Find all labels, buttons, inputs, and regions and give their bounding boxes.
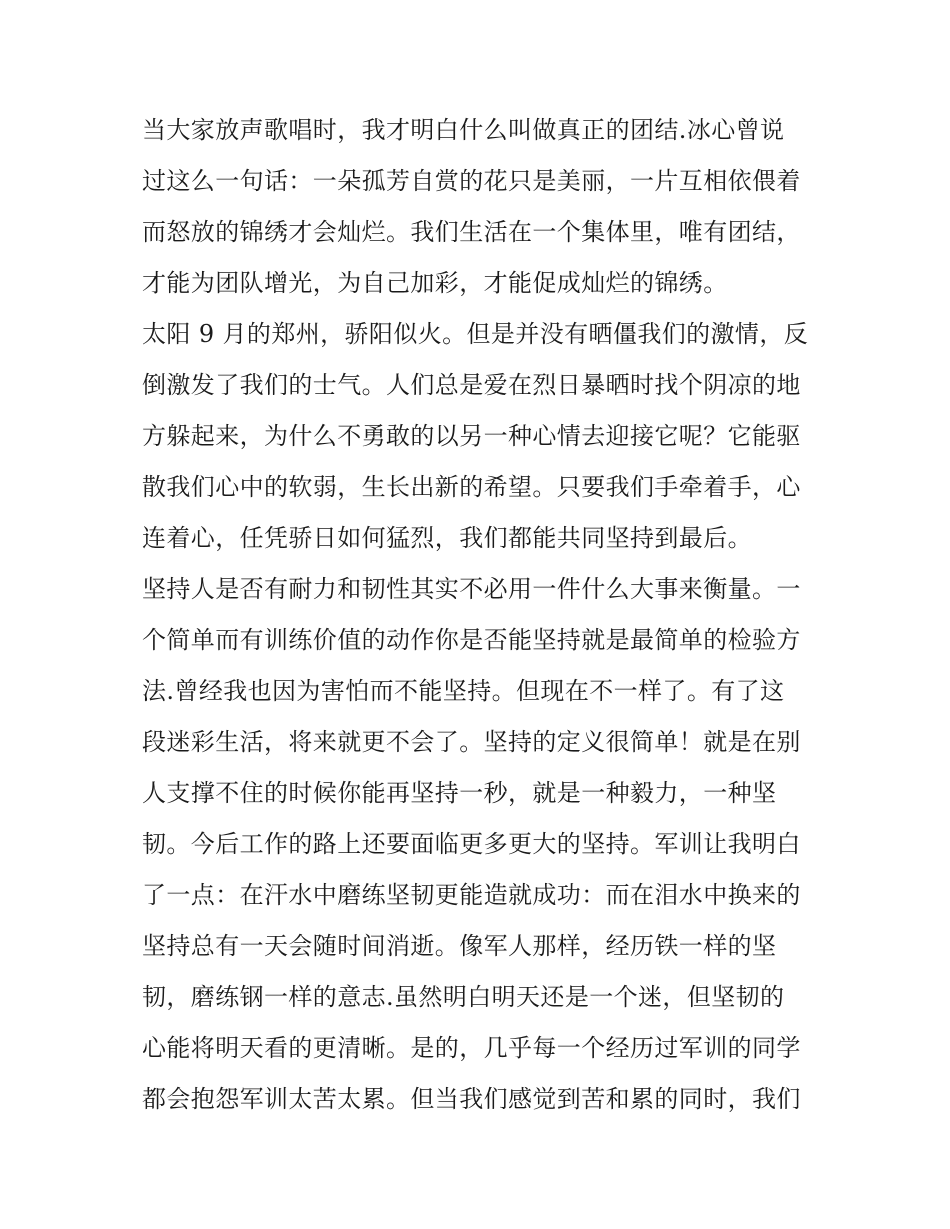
text-line: 太阳 9 月的郑州，骄阳似火。但是并没有晒僵我们的激情，反 — [142, 320, 809, 348]
text-line: 个简单而有训练价值的动作你是否能坚持就是最简单的检验方 — [142, 626, 801, 654]
text-line: 法.曾经我也因为害怕而不能坚持。但现在不一样了。有了这 — [142, 677, 785, 705]
text-line: 韧，磨练钢一样的意志.虽然明白明天还是一个迷，但坚韧的 — [142, 983, 785, 1011]
text-line: 人支撑不住的时候你能再坚持一秒，就是一种毅力，一种坚 — [142, 779, 777, 807]
text-line: 了一点：在汗水中磨练坚韧更能造就成功：而在泪水中换来的 — [142, 881, 801, 909]
text-line: 倒激发了我们的士气。人们总是爱在烈日暴晒时找个阴凉的地 — [142, 371, 801, 399]
text-line: 而怒放的锦绣才会灿烂。我们生活在一个集体里，唯有团结， — [142, 218, 801, 246]
text-line: 当大家放声歌唱时，我才明白什么叫做真正的团结.冰心曾说 — [142, 116, 785, 144]
text-line: 连着心，任凭骄日如何猛烈，我们都能共同坚持到最后。 — [142, 524, 752, 552]
text-line: 段迷彩生活，将来就更不会了。坚持的定义很简单！就是在别 — [142, 728, 801, 756]
text-line: 方躲起来，为什么不勇敢的以另一种心情去迎接它呢？它能驱 — [142, 422, 801, 450]
text-line: 都会抱怨军训太苦太累。但当我们感觉到苦和累的同时，我们 — [142, 1085, 801, 1113]
text-line: 坚持人是否有耐力和韧性其实不必用一件什么大事来衡量。一 — [142, 575, 801, 603]
text-line: 韧。今后工作的路上还要面临更多更大的坚持。军训让我明白 — [142, 830, 801, 858]
text-line: 坚持总有一天会随时间消逝。像军人那样，经历铁一样的坚 — [142, 932, 777, 960]
text-line: 散我们心中的软弱，生长出新的希望。只要我们手牵着手，心 — [142, 473, 801, 501]
text-line: 才能为团队增光，为自己加彩，才能促成灿烂的锦绣。 — [142, 269, 728, 297]
text-line: 心能将明天看的更清晰。是的，几乎每一个经历过军训的同学 — [142, 1034, 801, 1062]
text-line: 过这么一句话：一朵孤芳自赏的花只是美丽，一片互相依偎着 — [142, 167, 801, 195]
